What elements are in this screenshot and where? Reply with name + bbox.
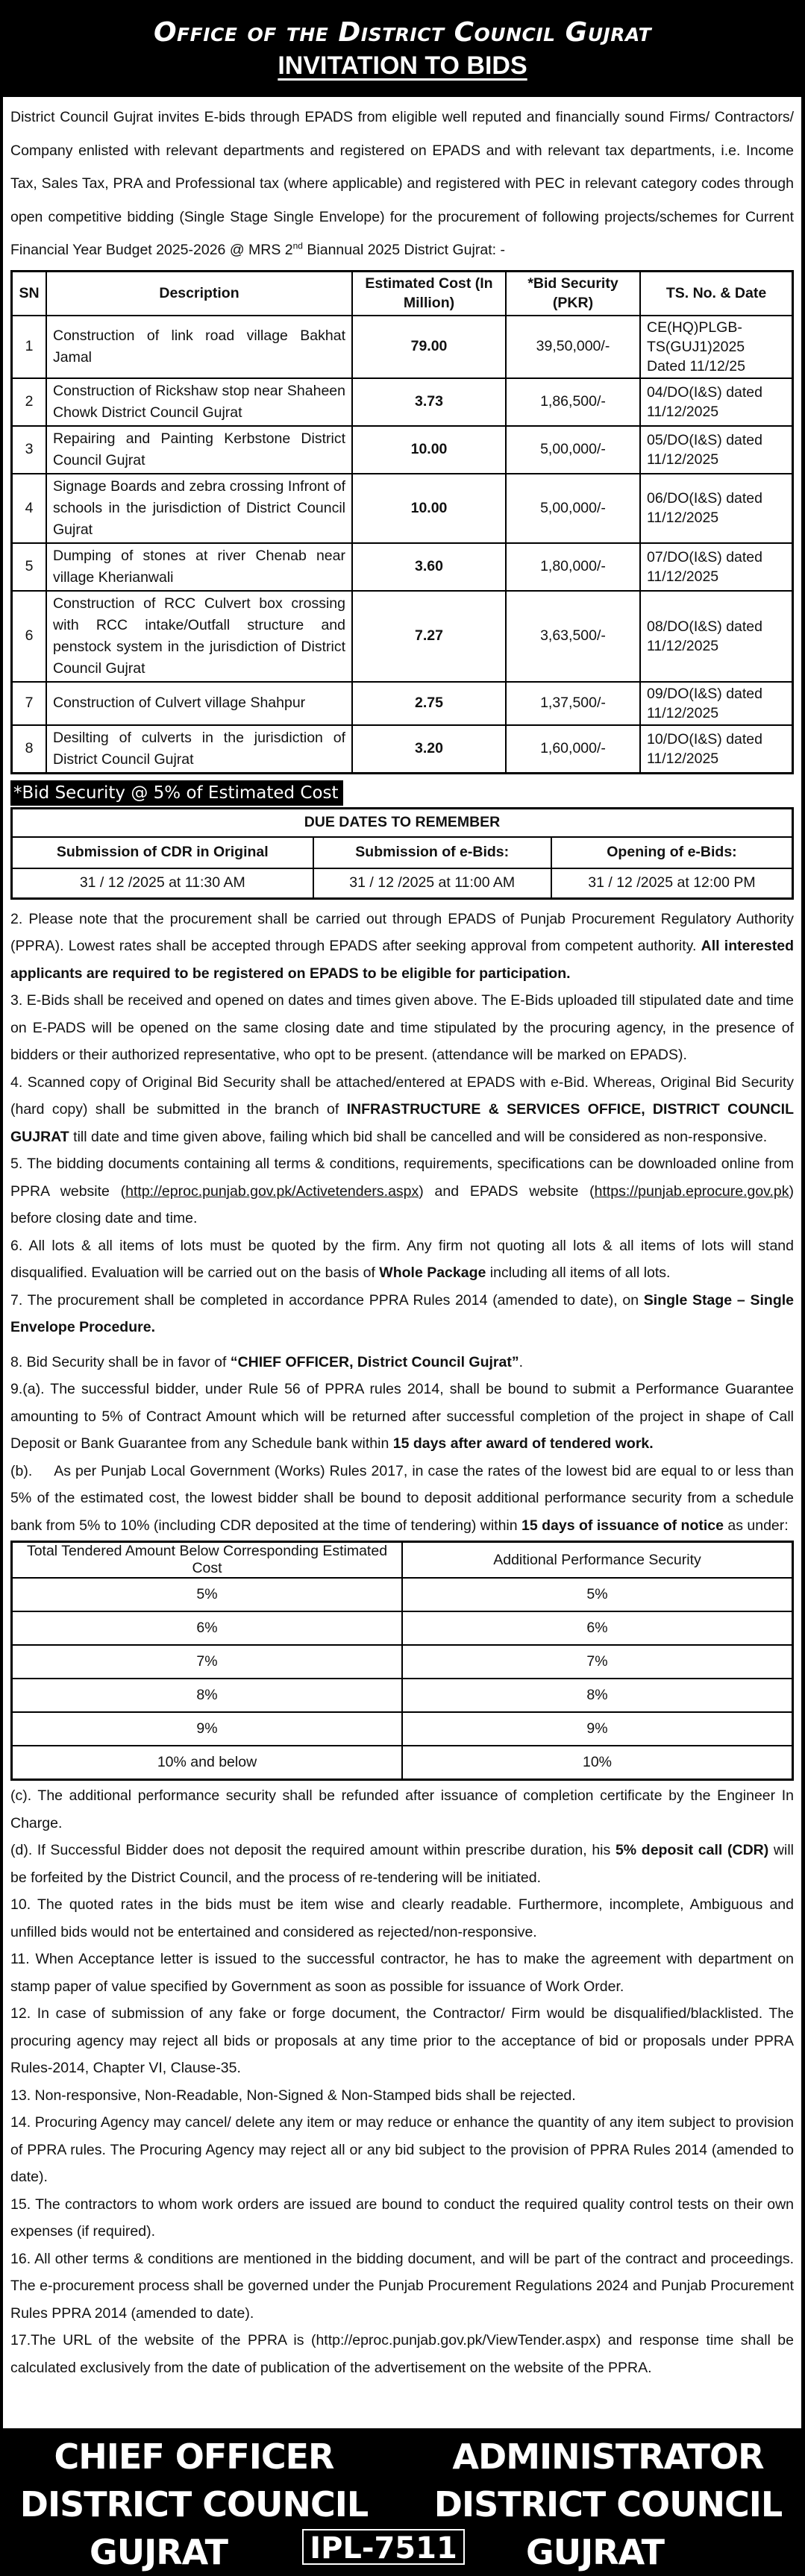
header-sn: SN [12,271,47,316]
additional-security: 9% [402,1712,793,1746]
security-table-row [12,1611,793,1645]
row-bid-security: 39,50,000/- [506,316,640,378]
tendered-below-cost: 5% [12,1578,403,1611]
clause-7-text: 7. The procurement shall be completed in accordance PPRA Rules 2014 (amended to date), on [10,1291,644,1309]
row-bid-security: 1,86,500/- [506,378,640,426]
clause-7-bold: Single Stage – Single Envelope Procedure. [10,1291,794,1335]
works-table-row [12,543,793,591]
clause-2 [10,906,794,988]
works-table-header [12,271,793,316]
row-bid-security: 5,00,000/- [506,474,640,543]
row-description: Repairing and Painting Kerbstone District Council Gujrat [46,426,352,474]
row-estimated-cost: 3.73 [352,378,506,426]
clause-16: 16. All other terms & conditions are mentioned in the bidding document, and will be part of the contract and proceedings. The e-procurement process shall be governed under the Punjab Procurement Regulations 2024 and Punjab Procurement Rules PPRA 2014 (amended to date). [10,2250,794,2322]
clause-9a [10,1376,794,1458]
clause-9b [10,1458,798,1540]
header-estimated-cost: Estimated Cost (In Million) [352,271,506,316]
due-dates-title: DUE DATES TO REMEMBER [12,808,793,837]
row-description: Construction of link road village Bakhat Jamal [46,316,352,378]
row-bid-security: 1,60,000/- [506,725,640,774]
clause-2-bold: All interested applicants are required to be registered on EPADS to be eligible for participation. [10,938,794,982]
row-ts-no-date: 07/DO(I&S) dated 11/12/2025 [640,543,793,591]
row-ts-no-date: 06/DO(I&S) dated 11/12/2025 [640,474,793,543]
security-header-amount: Total Tendered Amount Below Corresponding Estimated Cost [12,1542,403,1579]
row-sn: 6 [12,591,47,682]
clause-17: 17.The URL of the website of the PPRA is (http://eproc.punjab.gov.pk/ViewTender.aspx) and response time shall be calculated exclusively from the date of publication of the advertisement on the website of the PPRA. [10,2332,794,2376]
tendered-below-cost: 9% [12,1712,403,1746]
clause-4 [10,1069,794,1151]
row-ts-no-date: CE(HQ)PLGB-TS(GUJ1)2025 Dated 11/12/25 [640,316,793,378]
security-table-row [12,1645,793,1679]
header-bid-security: *Bid Security (PKR) [506,271,640,316]
row-bid-security: 3,63,500/- [506,591,640,682]
clause-9c: (c). The additional performance security shall be refunded after issuance of completion certificate by the Engineer In Charge. [10,1787,794,1831]
clause-6-text-end: including all items of all lots. [486,1265,671,1281]
clause-9d-end: will be forfeited by the District Council, and the process of re-tendering will be initiated. [10,1842,794,1886]
header-description: Description [46,271,352,316]
intro-text: District Council Gujrat invites E-bids through EPADS from eligible well reputed and financially sound Firms/ Contractors/ Company enlisted with relevant departments and registered on EPADS and with relevant tax departments, i.e. Income Tax, Sales Tax, PRA and Professional tax (where applicable) and registered with PEC in relevant category codes through open competitive bidding (Single Stage Single Envelope) for the procurement of following projects/schemes for Current Financial Year Budget 2025-2026 @ MRS 2 [10,109,794,258]
row-estimated-cost: 7.27 [352,591,506,682]
due-value-cdr: 31 / 12 /2025 at 11:30 AM [12,868,313,899]
due-label-cdr: Submission of CDR in Original [12,837,313,868]
row-description: Dumping of stones at river Chenab near village Kherianwali [46,543,352,591]
row-estimated-cost: 10.00 [352,474,506,543]
clause-15: 15. The contractors to whom work orders are issued are bound to conduct the required quality control tests on their own expenses (if required). [10,2196,794,2240]
clause-6-bold: Whole Package [379,1265,486,1281]
row-ts-no-date: 08/DO(I&S) dated 11/12/2025 [640,591,793,682]
row-estimated-cost: 79.00 [352,316,506,378]
administrator-city: GUJRAT [526,2532,665,2572]
office-title: Office of the District Council Gujrat [153,17,652,48]
row-sn: 4 [12,474,47,543]
header-ts-no-date: TS. No. & Date [640,271,793,316]
tendered-below-cost: 8% [12,1679,403,1712]
due-dates-values [12,868,793,899]
works-table-row [12,725,793,774]
security-table-row [12,1679,793,1712]
additional-security: 6% [402,1611,793,1645]
security-table-body [12,1578,793,1780]
additional-security: 10% [402,1746,793,1780]
due-dates-labels [12,837,793,868]
row-description: Construction of Rickshaw stop near Shaheen Chowk District Council Gujrat [46,378,352,426]
administrator-title: ADMINISTRATOR [452,2436,764,2477]
signature-footer [0,2428,805,2570]
clause-9a-text: 9.(a). The successful bidder, under Rule 56 of PPRA rules 2014, shall be bound to submit a Performance Guarantee amounting to 5% of Contract Amount which will be returned after successful completion of the project in shape of Call Deposit or Bank Guarantee from any Schedule bank within [10,1381,794,1452]
due-label-opening: Opening of e-Bids: [551,837,793,868]
invitation-title: INVITATION TO BIDS [278,51,527,80]
clause-4-text-end: till date and time given above, failing which bid shall be cancelled and will be considered as non-responsive. [69,1128,768,1145]
row-sn: 1 [12,316,47,378]
clause-9b-bold: 15 days of issuance of notice [521,1517,724,1534]
works-table [10,270,794,774]
works-table-row [12,474,793,543]
row-bid-security: 5,00,000/- [506,426,640,474]
epads-link[interactable]: https://punjab.eprocure.gov.pk [594,1182,789,1200]
due-dates-table [10,807,794,900]
row-estimated-cost: 10.00 [352,426,506,474]
row-bid-security: 1,80,000/- [506,543,640,591]
clause-9d [10,1837,794,1891]
security-table-header [12,1542,793,1579]
clause-3: 3. E-Bids shall be received and opened on dates and times given above. The E-Bids uploaded till stipulated date and time on E-PADS will be opened on the same closing date and time stipulated by the procuring agency, in the presence of bidders or their authorized representative, who opt to be present. (attendance will be marked on EPADS). [10,992,794,1063]
clause-6-text: 6. All lots & all items of lots must be quoted by the firm. Any firm not quoting all lots & all items of lots will stand disqualified. Evaluation will be carried out on the basis of [10,1237,794,1281]
clause-2-text: 2. Please note that the procurement shall be carried out through EPADS of Punjab Procurement Regulatory Authority (PPRA). Lowest rates shall be accepted through EPADS after seeking approval from competent authority. [10,910,794,954]
row-bid-security: 1,37,500/- [506,682,640,725]
tendered-below-cost: 7% [12,1645,403,1679]
clause-5-text-end: ) before closing date and time. [10,1182,794,1226]
administrator-council: DISTRICT COUNCIL [433,2484,783,2525]
clause-8-end: . [519,1353,524,1370]
clause-9a-bold: 15 days after award of tendered work. [392,1435,654,1452]
works-table-body [12,316,793,774]
security-table-row [12,1712,793,1746]
row-ts-no-date: 09/DO(I&S) dated 11/12/2025 [640,682,793,725]
clause-10: 10. The quoted rates in the bids must be item wise and clearly readable. Furthermore, incomplete, Ambiguous and unfilled bids would not be entertained and considered as rejected/non-responsive. [10,1896,794,1940]
row-ts-no-date: 10/DO(I&S) dated 11/12/2025 [640,725,793,774]
clause-5-text: 5. The bidding documents containing all terms & conditions, requirements, specifications can be downloaded online from PPRA website ( [10,1156,794,1200]
works-table-row [12,316,793,378]
clause-6 [10,1232,794,1287]
intro-paragraph [10,97,794,267]
intro-text-end: Biannual 2025 District Gujrat: - [302,242,505,258]
clause-7 [10,1287,794,1341]
ppra-link[interactable]: http://eproc.punjab.gov.pk/Activetenders.aspx [125,1182,419,1200]
row-description: Construction of Culvert village Shahpur [46,682,352,725]
security-table-row [12,1746,793,1780]
additional-security: 8% [402,1679,793,1712]
row-estimated-cost: 3.60 [352,543,506,591]
works-table-row [12,378,793,426]
works-table-row [12,426,793,474]
row-sn: 8 [12,725,47,774]
row-description: Construction of RCC Culvert box crossing with RCC intake/Outfall structure and penstock system in the jurisdiction of District Council Gujrat [46,591,352,682]
clause-8-bold: “CHIEF OFFICER, District Council Gujrat” [230,1353,519,1370]
ipl-code: IPL-7511 [302,2529,465,2565]
works-table-row [12,591,793,682]
clause-13: 13. Non-responsive, Non-Readable, Non-Signed & Non-Stamped bids shall be rejected. [10,2087,576,2104]
clause-9b-text: (b). As per Punjab Local Government (Works) Rules 2017, in case the rates of the lowest bid are equal to or less than 5% of the estimated cost, the lowest bidder shall be bound to deposit additional performance security from a schedule bank from 5% to 10% (including CDR deposited at the time of tendering) within [10,1462,798,1534]
row-sn: 5 [12,543,47,591]
security-table-row [12,1578,793,1611]
clause-14: 14. Procuring Agency may cancel/ delete any item or may reduce or enhance the quantity of any item subject to provision of PPRA rules. The Procuring Agency may reject all or any bid subject to the provision of PPRA Rules 2014 (amended to date). [10,2114,794,2185]
clause-9d-text: (d). If Successful Bidder does not deposit the required amount within prescribe duration, his [10,1842,616,1858]
clause-4-text: 4. Scanned copy of Original Bid Security shall be attached/entered at EPADS with e-Bid. Whereas, Original Bid Security (hard copy) shall be submitted in the branch of [10,1074,794,1118]
row-sn: 3 [12,426,47,474]
chief-officer-title: CHIEF OFFICER [54,2436,334,2477]
security-header-additional: Additional Performance Security [402,1542,793,1579]
clause-11: 11. When Acceptance letter is issued to the successful contractor, he has to make the agreement with department on stamp paper of value specified by Government as soon as possible for issuance of Work Order. [10,1951,794,1995]
tendered-below-cost: 6% [12,1611,403,1645]
additional-security: 5% [402,1578,793,1611]
clause-9d-bold: 5% deposit call (CDR) [615,1842,769,1858]
additional-security: 7% [402,1645,793,1679]
tendered-below-cost: 10% and below [12,1746,403,1780]
works-table-row [12,682,793,725]
notice-body [3,97,801,2428]
row-estimated-cost: 2.75 [352,682,506,725]
row-description: Signage Boards and zebra crossing Infront of schools in the jurisdiction of District Council Gujrat [46,474,352,543]
clause-4-office: INFRASTRUCTURE & SERVICES OFFICE, DISTRICT COUNCIL GUJRAT [10,1101,794,1145]
row-estimated-cost: 3.20 [352,725,506,774]
clause-12: 12. In case of submission of any fake or forge document, the Contractor/ Firm would be disqualified/blacklisted. The procuring agency may reject all bids or proposals at any time prior to the acceptance of bid or proposals under PPRA Rules-2014, Chapter VI, Clause-35. [10,2005,794,2076]
row-sn: 7 [12,682,47,725]
clause-8-text: 8. Bid Security shall be in favor of [10,1353,231,1370]
chief-officer-city: GUJRAT [90,2532,228,2572]
performance-security-table [10,1541,794,1781]
row-sn: 2 [12,378,47,426]
due-value-opening: 31 / 12 /2025 at 12:00 PM [551,868,793,899]
clause-9b-end: as under: [723,1517,789,1534]
header-banner [0,0,805,97]
chief-officer-council: DISTRICT COUNCIL [19,2484,369,2525]
row-ts-no-date: 04/DO(I&S) dated 11/12/2025 [640,378,793,426]
row-description: Desilting of culverts in the jurisdiction of District Council Gujrat [46,725,352,774]
row-ts-no-date: 05/DO(I&S) dated 11/12/2025 [640,426,793,474]
bid-security-note: *Bid Security @ 5% of Estimated Cost [10,780,343,806]
clause-5 [10,1150,794,1232]
clause-5-text-mid: ) and EPADS website ( [419,1182,595,1200]
due-label-submission: Submission of e-Bids: [313,837,551,868]
due-value-submission: 31 / 12 /2025 at 11:00 AM [313,868,551,899]
clause-8 [10,1349,794,1376]
intro-superscript: nd [292,240,303,251]
administrator-signature [418,2433,798,2576]
